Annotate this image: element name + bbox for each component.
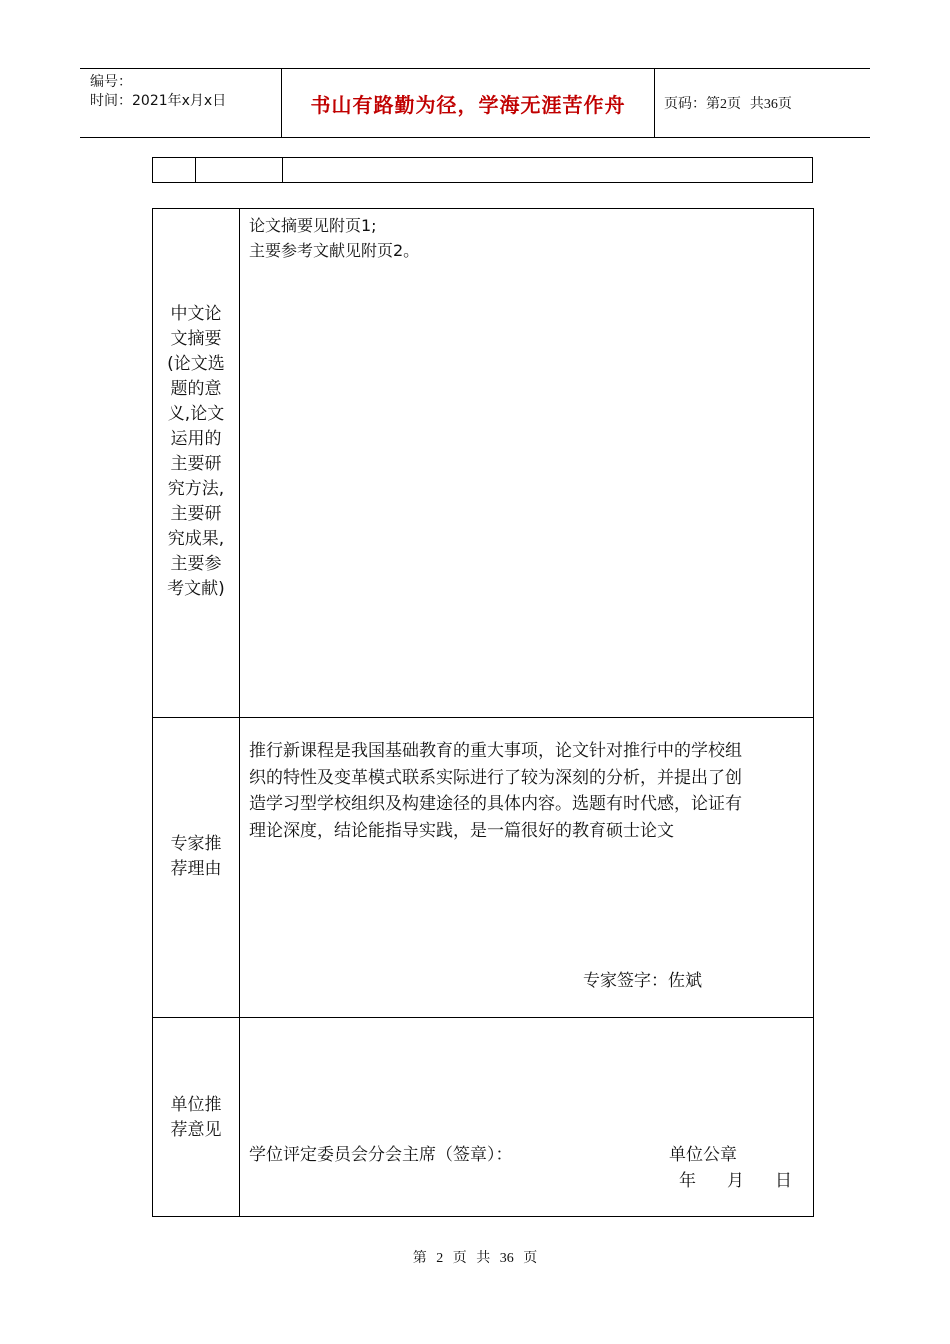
serial-label: 编号：: [90, 74, 132, 90]
unit-seal: 单位公章: [669, 1145, 737, 1165]
reason-content: [249, 738, 809, 844]
table-row-divider: [153, 1017, 813, 1018]
header-divider: [654, 69, 655, 137]
date-month: 月: [727, 1171, 744, 1191]
reason-line: 推行新课程是我国基础教育的重大事项，论文针对推行中的学校组: [249, 741, 742, 761]
label-line: 文摘要: [170, 329, 222, 349]
reason-line: 造学习型学校组织及构建途径的具体内容。选题有时代感，论证有: [249, 794, 742, 814]
label-line: 运用的: [170, 429, 222, 449]
reason-line: 理论深度，结论能指导实践，是一篇很好的教育硕士论文: [249, 820, 674, 841]
label-line: 荐意见: [170, 1120, 222, 1140]
expert-signature: 专家签字：佐斌: [583, 971, 702, 991]
abstract-label: [153, 302, 239, 602]
page-number: 2: [720, 97, 727, 112]
abstract-content: [249, 213, 809, 263]
strip-divider: [282, 158, 283, 182]
header-meta: [90, 73, 226, 111]
table-column-divider: [239, 209, 240, 1216]
header-page-info: [664, 93, 792, 113]
strip-divider: [195, 158, 196, 182]
time-label: 时间：2021年x月x日: [90, 93, 227, 109]
label-line: 究方法,: [167, 479, 225, 499]
label-line: 主要参: [170, 554, 222, 574]
unit-label: [153, 1093, 239, 1143]
label-line: 单位推: [170, 1095, 222, 1115]
page-header: [80, 68, 870, 138]
recommendation-table: [152, 208, 814, 1217]
table-row-divider: [153, 717, 813, 718]
abstract-line: 论文摘要见附页1;: [249, 216, 377, 235]
page-end: 页: [777, 96, 792, 112]
reason-line: 织的特性及变革模式联系实际进行了较为深刻的分析，并提出了创: [249, 767, 742, 788]
label-line: 荐理由: [170, 859, 222, 879]
label-line: 义,论文: [167, 404, 225, 424]
reason-label: [153, 832, 239, 882]
label-line: 专家推: [170, 834, 222, 854]
page-footer: 第 2 页 共 36 页: [412, 1251, 538, 1266]
label-line: 中文论: [170, 304, 222, 324]
page-mid: 页 共: [727, 96, 764, 112]
page-label: 页码：第: [664, 96, 720, 112]
date-day: 日: [775, 1171, 792, 1191]
abstract-line: 主要参考文献见附页2。: [249, 241, 420, 260]
label-line: (论文选: [167, 354, 225, 374]
label-line: 主要研: [170, 454, 222, 474]
date-year: 年: [679, 1171, 696, 1191]
label-line: 究成果,: [167, 529, 225, 549]
page-total: 36: [763, 97, 778, 112]
header-motto: 书山有路勤为径，学海无涯苦作舟: [310, 93, 626, 117]
top-strip-table: [152, 157, 813, 183]
label-line: 主要研: [170, 504, 222, 524]
label-line: 题的意: [170, 379, 222, 399]
label-line: 考文献): [167, 579, 225, 599]
chair-signature: 学位评定委员会分会主席（签章）：: [249, 1145, 513, 1165]
